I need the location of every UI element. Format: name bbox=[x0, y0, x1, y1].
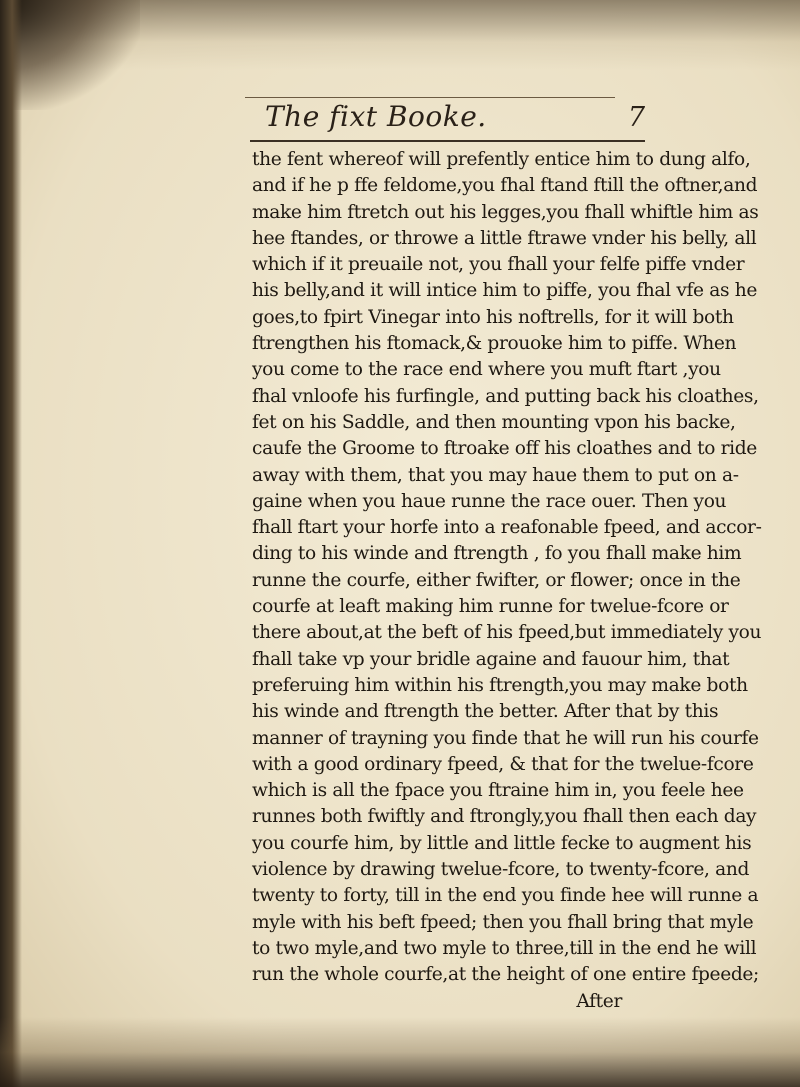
text-line: gaine when you haue runne the race ouer. Then you bbox=[252, 490, 727, 512]
text-line: make him ftretch out his legges,you fhall whiftle him as bbox=[252, 201, 759, 223]
header-top-rule bbox=[245, 97, 615, 98]
running-head bbox=[225, 100, 645, 140]
header-rule bbox=[250, 140, 645, 142]
text-line: and if he p ffe feldome,you fhal ftand ftill the oftner,and bbox=[252, 175, 758, 197]
text-line: fet on his Saddle, and then mounting vpon his backe, bbox=[252, 411, 736, 433]
text-line: twenty to forty, till in the end you finde hee will runne a bbox=[252, 885, 759, 907]
text-line: preferuing him within his ftrength,you may make both bbox=[252, 674, 748, 696]
catchword: After bbox=[576, 990, 622, 1012]
body-text bbox=[252, 147, 762, 1015]
text-line: goes,to fpirt Vinegar into his noftrells, for it will both bbox=[252, 306, 734, 328]
text-line: fhall ftart your horfe into a reafonable fpeed, and accor- bbox=[252, 517, 762, 539]
text-line: fhal vnloofe his furfingle, and putting back his cloathes, bbox=[252, 385, 759, 407]
text-line: manner of trayning you finde that he will run his courfe bbox=[252, 727, 759, 749]
page-bottom-shadow bbox=[0, 1017, 800, 1087]
text-line: runnes both fwiftly and ftrongly,you fhall then each day bbox=[252, 806, 757, 828]
text-line: fhall take vp your bridle againe and fauour him, that bbox=[252, 648, 730, 670]
text-line: which if it preuaile not, you fhall your felfe piffe vnder bbox=[252, 254, 745, 276]
text-line: his belly,and it will intice him to piffe, you fhal vfe as he bbox=[252, 280, 757, 302]
text-line: the fent whereof will prefently entice him to dung alfo, bbox=[252, 149, 751, 170]
text-line: ftrengthen his ftomack,& prouoke him to piffe. When bbox=[252, 333, 737, 355]
text-line: you courfe him, by little and little fecke to augment his bbox=[252, 832, 752, 854]
text-line: ding to his winde and ftrength , fo you fhall make him bbox=[252, 543, 742, 565]
text-line: myle with his beft fpeed; then you fhall bring that myle bbox=[252, 911, 754, 933]
binding-gutter bbox=[0, 0, 22, 1087]
text-line: caufe the Groome to ftroake off his cloathes and to ride bbox=[252, 438, 757, 460]
text-line: you come to the race end where you muft ftart ,you bbox=[252, 359, 721, 381]
text-line: away with them, that you may haue them to put on a- bbox=[252, 464, 739, 486]
text-line: his winde and ftrength the better. After that by this bbox=[252, 701, 719, 723]
text-line: hee ftandes, or throwe a little ftrawe vnder his belly, all bbox=[252, 227, 757, 249]
text-line: courfe at leaft making him runne for twelue-fcore or bbox=[252, 596, 729, 618]
text-line: there about,at the beft of his fpeed,but immediately you bbox=[252, 622, 762, 644]
text-line: run the whole courfe,at the height of one entire fpeede; bbox=[252, 964, 759, 986]
text-line: with a good ordinary fpeed, & that for the twelue-fcore bbox=[252, 753, 754, 775]
text-line: to two myle,and two myle to three,till in the end he will bbox=[252, 937, 757, 959]
running-title: The fixt Booke. bbox=[265, 100, 487, 133]
text-line: runne the courfe, either fwifter, or flower; once in the bbox=[252, 569, 741, 591]
text-line: which is all the fpace you ftraine him in, you feele hee bbox=[252, 780, 744, 802]
page-number: 7 bbox=[627, 102, 645, 133]
text-line: violence by drawing twelue-fcore, to twenty-fcore, and bbox=[252, 859, 750, 881]
